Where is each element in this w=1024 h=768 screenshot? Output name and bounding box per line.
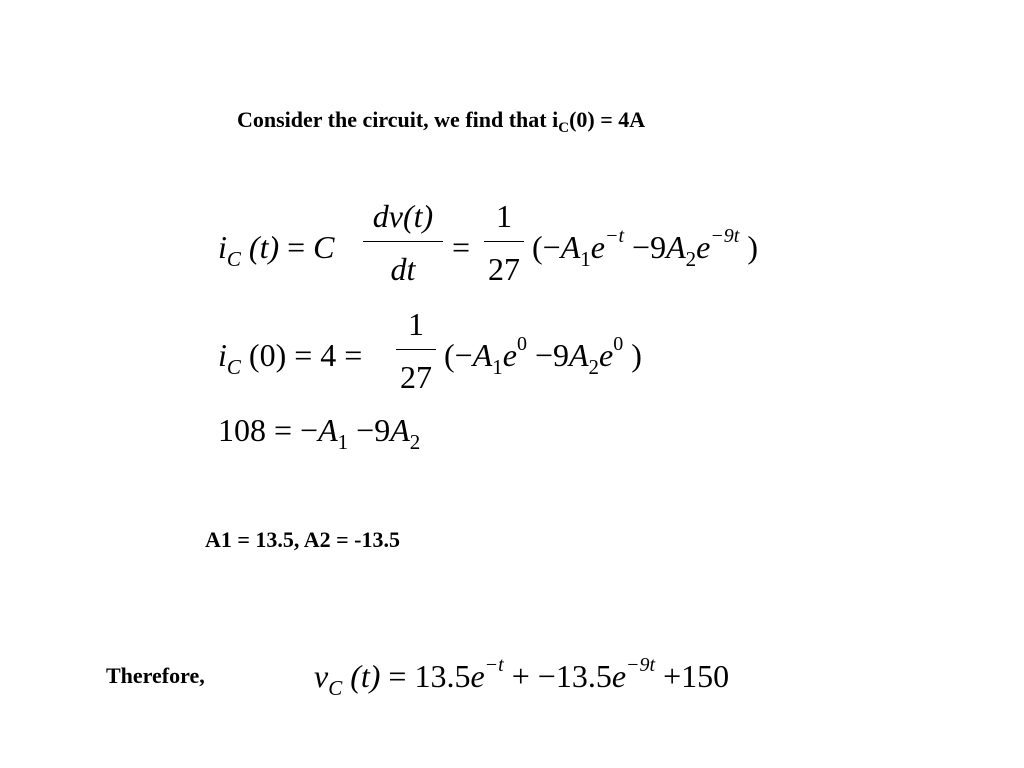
- eq2-lhs-var: i: [218, 337, 227, 373]
- final-lhs-sub: C: [328, 676, 343, 700]
- eq1-frac2-num: 1: [496, 198, 512, 234]
- eq1-frac2-den: 27: [488, 251, 520, 287]
- final-mid: + −13.5: [511, 658, 612, 694]
- eq3-a1: A: [318, 412, 338, 448]
- eq2-a2-sub: 2: [588, 355, 600, 379]
- eq1-e1-sup: −t: [604, 225, 625, 247]
- heading-subscript: C: [558, 120, 570, 136]
- eq1-frac1-bar: [363, 241, 443, 242]
- final-e1: e: [470, 658, 485, 694]
- eq1-equals-2: =: [452, 229, 471, 265]
- heading: [237, 107, 646, 136]
- eq3-minus: −9: [356, 412, 391, 448]
- eq2-e1: e: [502, 337, 517, 373]
- eq2-close: ): [631, 337, 642, 373]
- heading-main: Consider the circuit, we find that i: [237, 107, 559, 132]
- eq2-fraction-27: [396, 308, 436, 393]
- final-e2: e: [611, 658, 627, 694]
- eq1-fraction-27: [484, 200, 524, 285]
- eq1-coef: C: [313, 229, 335, 265]
- eq1-equals-1: =: [287, 229, 306, 265]
- equation-3: [218, 414, 518, 458]
- eq2-lhs-arg: (0) = 4 =: [248, 337, 363, 373]
- final-equation: [314, 654, 834, 710]
- eq2-a2: A: [569, 337, 589, 373]
- heading-rest: (0) = 4A: [569, 107, 646, 132]
- eq2-minus: −9: [534, 337, 569, 373]
- eq1-a1-sub: 1: [580, 247, 591, 271]
- final-e1-sup: −t: [484, 654, 504, 676]
- eq2-frac-num: 1: [408, 306, 424, 342]
- eq1-a2-sub: 2: [685, 247, 697, 271]
- eq2-a1: A: [472, 337, 493, 373]
- final-lhs-var: v: [314, 658, 329, 694]
- eq1-a2: A: [666, 229, 686, 265]
- final-e2-sup: −9t: [626, 654, 656, 676]
- eq2-frac-den: 27: [400, 359, 432, 395]
- eq3-lhs: 108 = −: [218, 412, 319, 448]
- eq1-lhs-sub: C: [226, 247, 241, 271]
- final-eq: = 13.5: [388, 658, 471, 694]
- equation-2: [218, 308, 738, 408]
- eq1-e1: e: [590, 229, 605, 265]
- final-lhs-arg: (t): [350, 658, 381, 694]
- final-tail: +150: [663, 658, 730, 694]
- eq1-lhs-var: i: [218, 229, 227, 265]
- eq1-minus: −9: [632, 229, 667, 265]
- eq1-e2: e: [696, 229, 711, 265]
- eq2-a1-sub: 1: [492, 355, 503, 379]
- eq1-lhs-arg: (t): [248, 229, 280, 265]
- eq3-a2-sub: 2: [409, 430, 421, 454]
- eq2-e2: e: [599, 337, 614, 373]
- result-line: A1 = 13.5, A2 = -13.5: [205, 527, 400, 552]
- eq2-e2-sup: 0: [613, 333, 624, 355]
- eq1-open: (−: [532, 229, 561, 265]
- eq2-frac-bar: [396, 349, 436, 350]
- eq1-e2-sup: −9t: [710, 225, 740, 247]
- therefore-label: Therefore,: [106, 663, 205, 688]
- eq2-lhs-sub: C: [226, 355, 241, 379]
- eq2-open: (−: [444, 337, 473, 373]
- eq1-a1: A: [560, 229, 581, 265]
- eq1-frac1-num: dv(t): [372, 198, 434, 234]
- eq1-close: ): [747, 229, 759, 265]
- eq2-e1-sup: 0: [516, 333, 527, 355]
- eq1-fraction-derivative: [363, 200, 443, 285]
- eq1-frac2-bar: [484, 241, 524, 242]
- eq3-a2: A: [390, 412, 410, 448]
- eq3-a1-sub: 1: [337, 430, 349, 454]
- eq1-frac1-den: dt: [390, 251, 416, 287]
- equation-1: [218, 200, 818, 300]
